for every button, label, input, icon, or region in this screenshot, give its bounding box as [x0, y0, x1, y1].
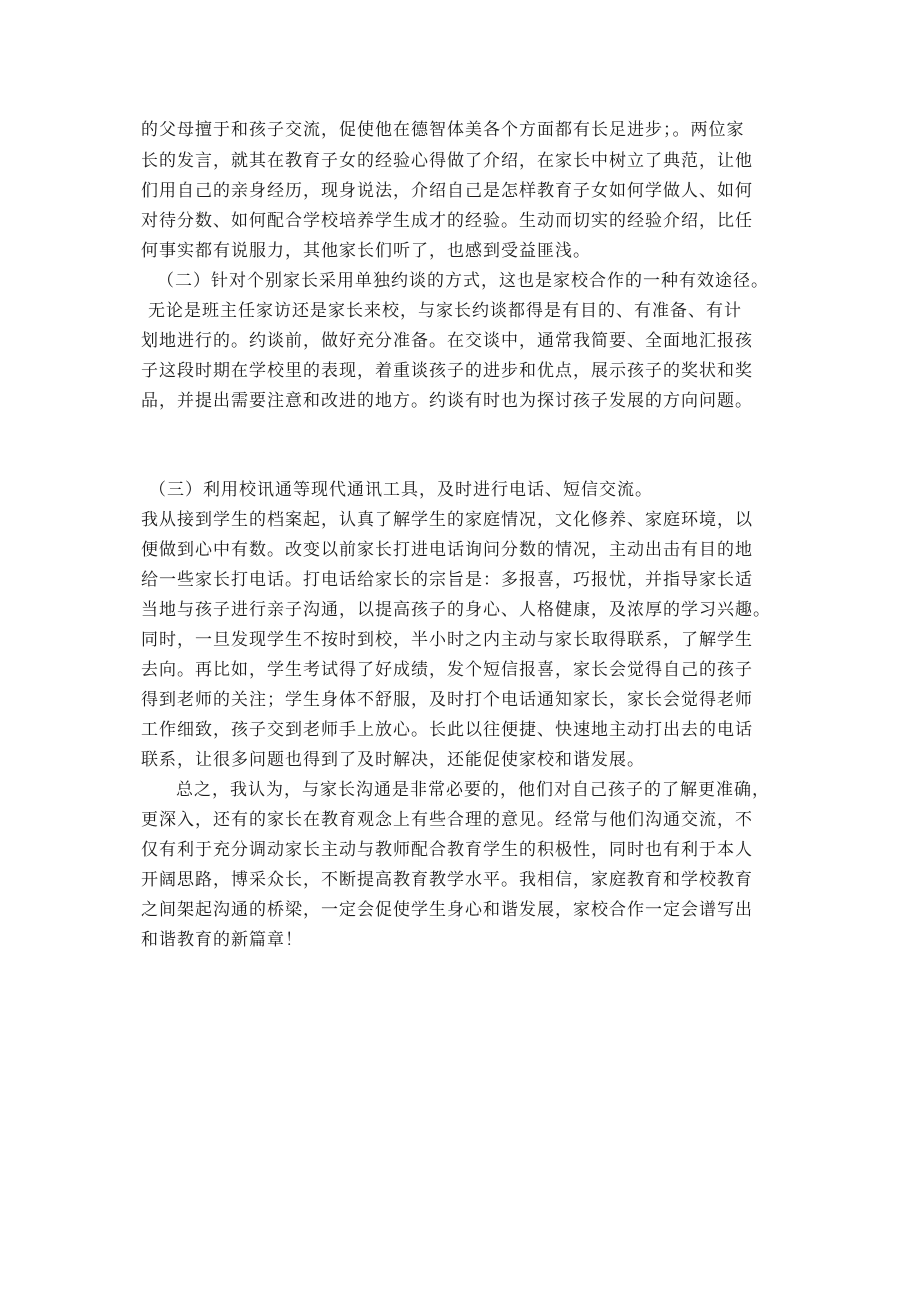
- text-line: 子这段时期在学校里的表现，着重谈孩子的进步和优点，展示孩子的奖状和奖: [141, 361, 753, 381]
- text-line: 便做到心中有数。改变以前家长打进电话询问分数的情况，主动出击有目的地: [141, 540, 753, 560]
- text-line: 们用自己的亲身经历，现身说法，介绍自己是怎样教育子女如何学做人、如何: [141, 181, 753, 201]
- text-line: 的父母擅于和孩子交流，促使他在德智体美各个方面都有长足进步；。两位家: [141, 120, 745, 140]
- text-line: 我从接到学生的档案起，认真了解学生的家庭情况，文化修养、家庭环境，以: [141, 510, 753, 530]
- text-line: 得到老师的关注；学生身体不舒服，及时打个电话通知家长，家长会觉得老师: [141, 690, 753, 710]
- text-line: 无论是班主任家访还是家长来校，与家长约谈都得是有目的、有准备、有计: [148, 301, 742, 321]
- text-line: 更深入，还有的家长在教育观念上有些合理的意见。经常与他们沟通交流，不: [141, 810, 753, 830]
- section-heading: （三）利用校讯通等现代通讯工具，及时进行电话、短信交流。: [149, 480, 653, 500]
- section-heading: （二）针对个别家长采用单独约谈的方式，这也是家校合作的一种有效途径。: [157, 271, 769, 291]
- text-line: 总之，我认为，与家长沟通是非常必要的，他们对自己孩子的了解更准确，: [176, 780, 770, 800]
- text-line: 去向。再比如，学生考试得了好成绩，发个短信报喜，家长会觉得自己的孩子: [141, 660, 753, 680]
- text-line: 给一些家长打电话。打电话给家长的宗旨是：多报喜，巧报忧，并指导家长适: [141, 570, 753, 590]
- text-line: 划地进行的。约谈前，做好充分准备。在交谈中，通常我简要、全面地汇报孩: [141, 331, 753, 351]
- text-line: 之间架起沟通的桥梁，一定会促使学生身心和谐发展，家校合作一定会谱写出: [141, 900, 753, 920]
- text-line: 品，并提出需要注意和改进的地方。约谈有时也为探讨孩子发展的方向问题。: [141, 391, 753, 411]
- text-line: 工作细致，孩子交到老师手上放心。长此以往便捷、快速地主动打出去的电话: [141, 720, 753, 740]
- text-line: 何事实都有说服力，其他家长们听了，也感到受益匪浅。: [141, 241, 591, 261]
- text-line: 联系，让很多问题也得到了及时解决，还能促使家校和谐发展。: [141, 750, 645, 770]
- text-line: 对待分数、如何配合学校培养学生成才的经验。生动而切实的经验介绍，比任: [141, 211, 753, 231]
- text-line: 同时，一旦发现学生不按时到校，半小时之内主动与家长取得联系，了解学生: [141, 630, 753, 650]
- text-line: 仅有利于充分调动家长主动与教师配合教育学生的积极性，同时也有利于本人: [141, 840, 753, 860]
- text-line: 长的发言，就其在教育子女的经验心得做了介绍，在家长中树立了典范，让他: [141, 151, 753, 171]
- text-line: 开阔思路，博采众长，不断提高教育教学水平。我相信，家庭教育和学校教育: [141, 870, 753, 890]
- text-line: 当地与孩子进行亲子沟通，以提高孩子的身心、人格健康，及浓厚的学习兴趣。: [141, 600, 771, 620]
- text-line: 和谐教育的新篇章！: [141, 930, 303, 950]
